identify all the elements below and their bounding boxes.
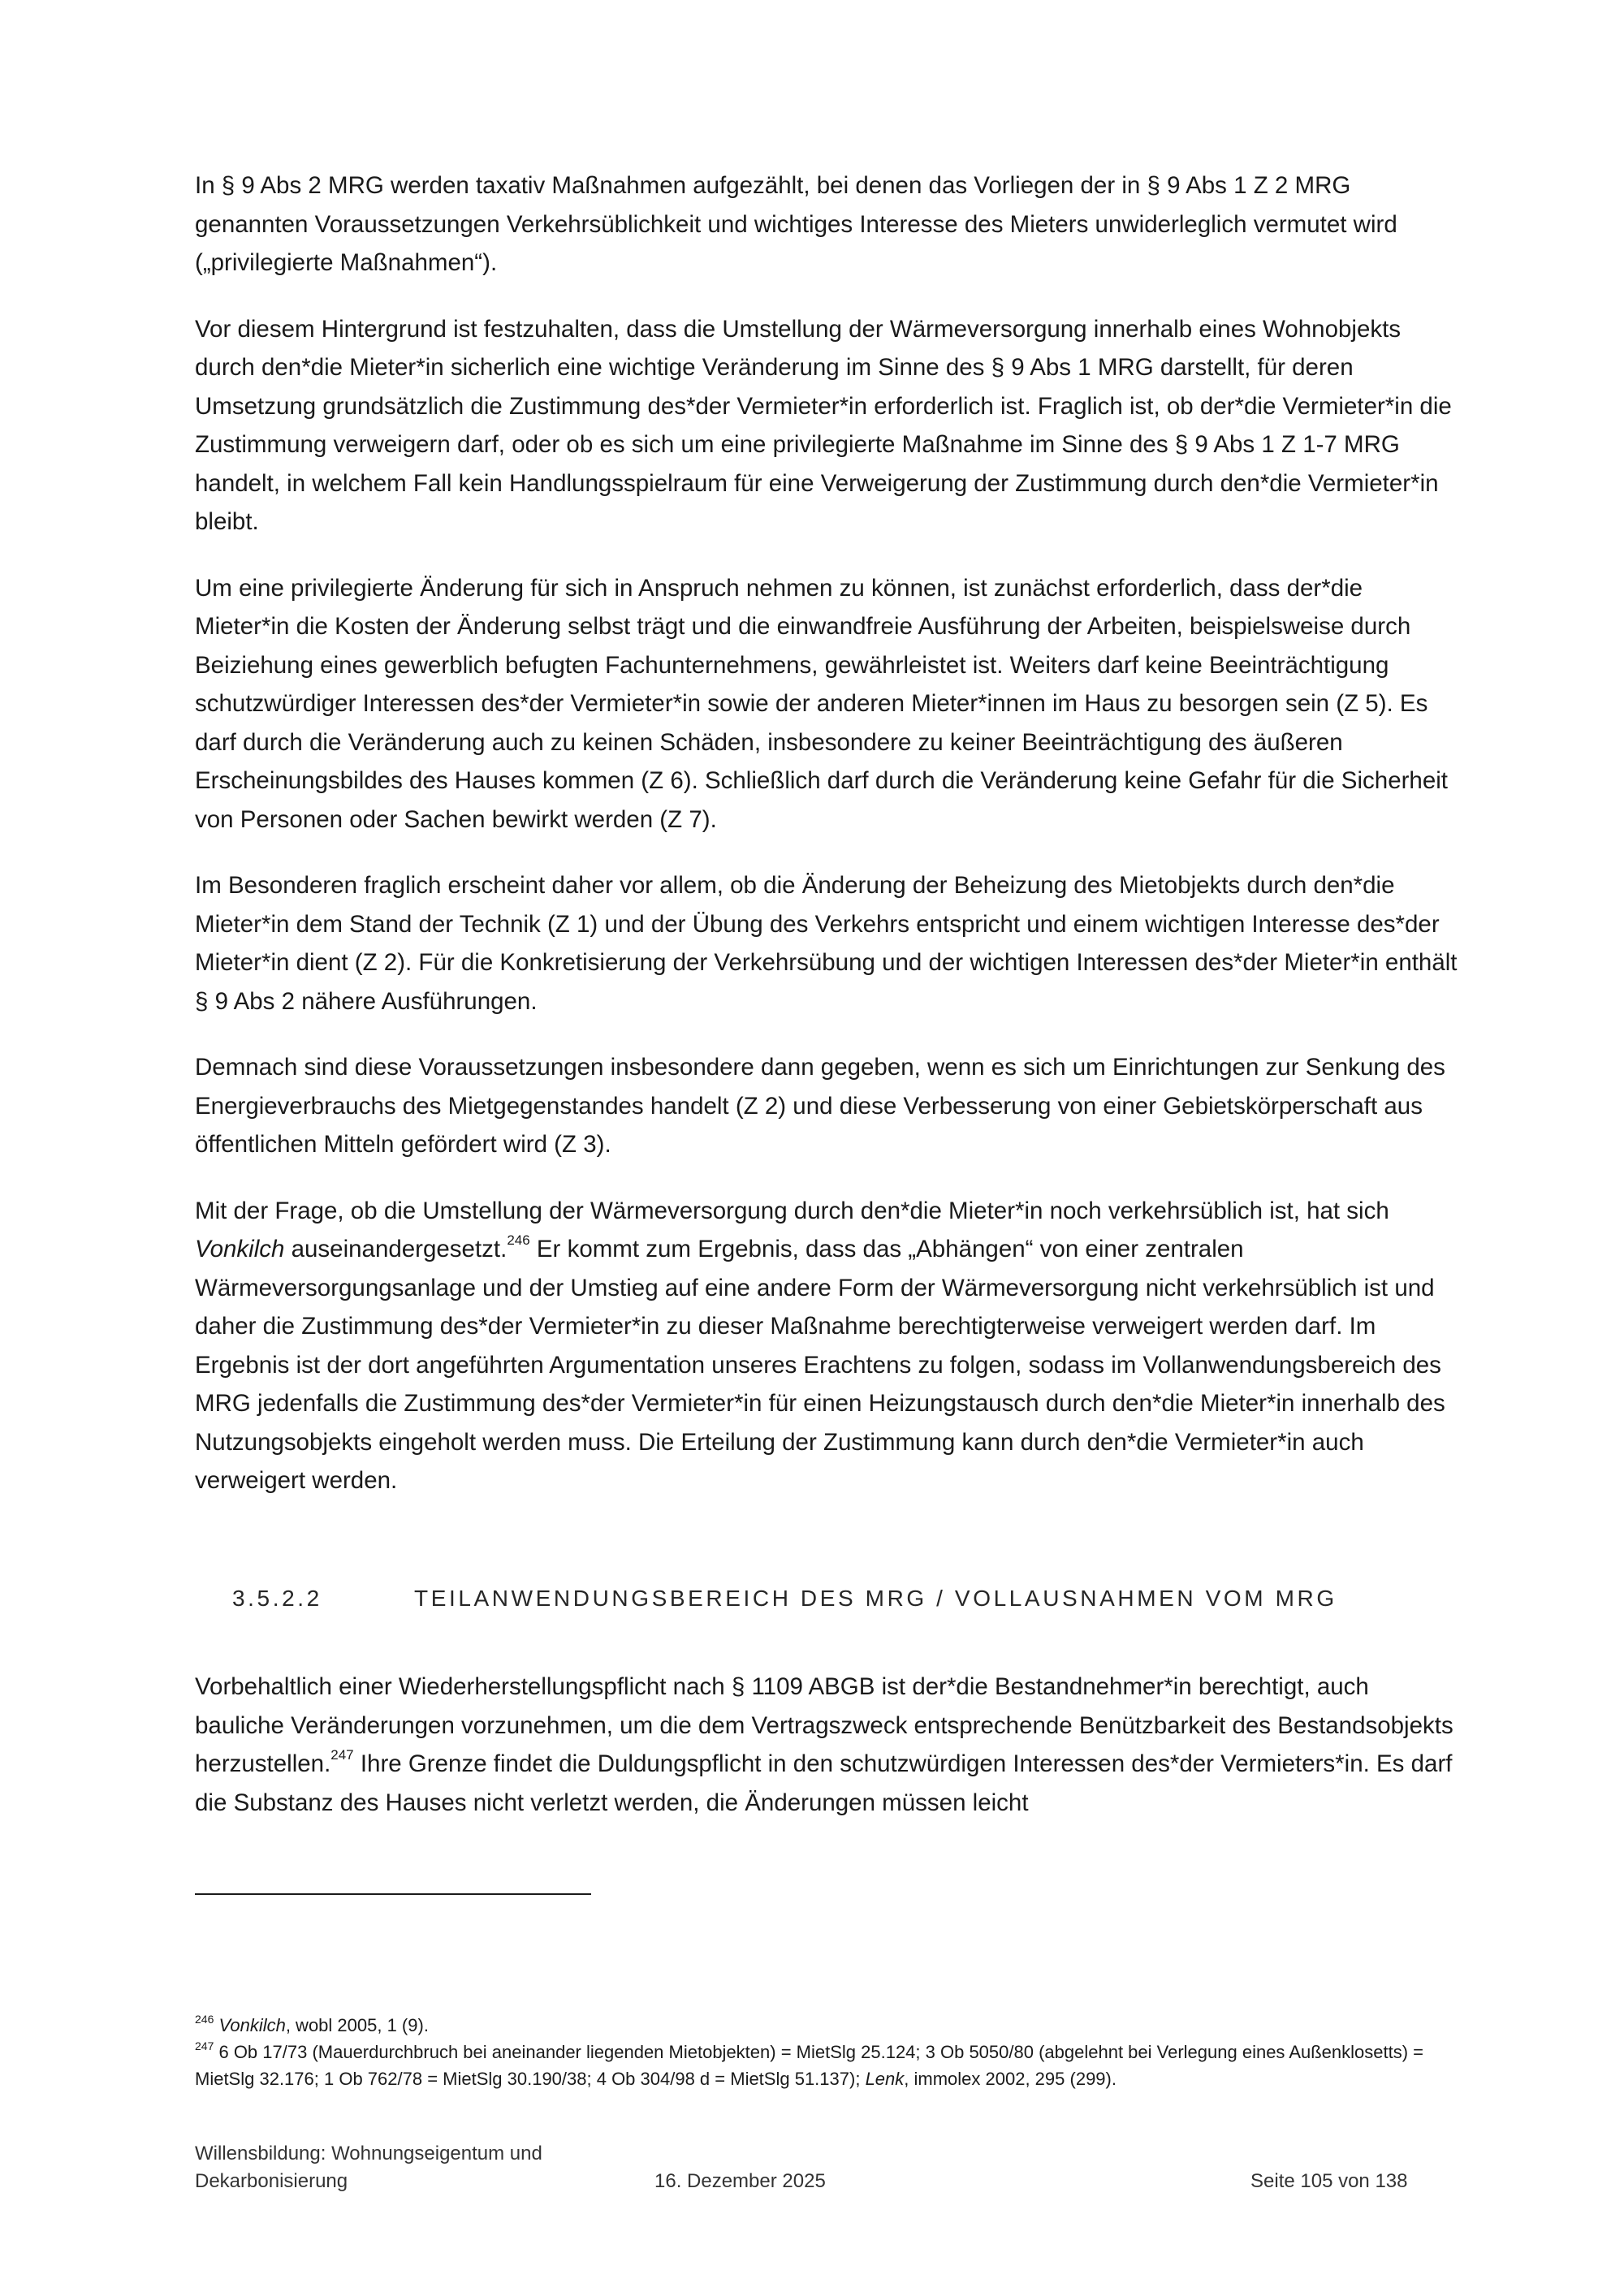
author-name: Vonkilch: [218, 2015, 286, 2035]
text-run: auseinandergesetzt.: [284, 1236, 508, 1262]
section-title: TEILANWENDUNGSBEREICH DES MRG / VOLLAUSNAHMEN VOM MRG: [414, 1586, 1337, 1611]
footnote: [195, 2039, 1462, 2092]
paragraph: Um eine privilegierte Änderung für sich in Anspruch nehmen zu können, ist zunächst erforderlich, dass der*die Mieter*in die Kosten der Änderung selbst trägt und die einwandfreie Ausführung der Arbeiten, beispielsweise durch Beiziehung eines gewerblich befugten Fachunternehmens, gewährleistet ist. Weiters darf keine Beeinträchtigung schutzwürdiger Interessen des*der Vermieter*in sowie der anderen Mieter*innen im Haus zu besorgen sein (Z 5). Es darf durch die Veränderung auch zu keinen Schäden, insbesondere zu keiner Beeinträchtigung des äußeren Erscheinungsbildes des Hauses kommen (Z 6). Schließlich darf durch die Veränderung keine Gefahr für die Sicherheit von Personen oder Sachen bewirkt werden (Z 7).: [195, 574, 1448, 833]
paragraph: Vor diesem Hintergrund ist festzuhalten, dass die Umstellung der Wärmeversorgung innerhalb eines Wohnobjekts durch den*die Mieter*in sicherlich eine wichtige Veränderung im Sinne des § 9 Abs 1 MRG darstellt, für deren Umsetzung grundsätzlich die Zustimmung des*der Vermieter*in erforderlich ist. Fraglich ist, ob der*die Vermieter*in die Zustimmung verweigern darf, oder ob es sich um eine privilegierte Maßnahme im Sinne des § 9 Abs 1 Z 1-7 MRG handelt, in welchem Fall kein Handlungsspielraum für eine Verweigerung der Zustimmung durch den*die Vermieter*in bleibt.: [195, 315, 1452, 535]
author-name: Lenk: [865, 2069, 905, 2089]
footnotes: [195, 2012, 1462, 2092]
footnote: [195, 2012, 1462, 2039]
footer-page-number: Seite 105 von 138: [1250, 2170, 1408, 2192]
paragraph: In § 9 Abs 2 MRG werden taxativ Maßnahmen aufgezählt, bei denen das Vorliegen der in § 9 Abs 1 Z 2 MRG genannten Voraussetzungen Verkehrsüblichkeit und wichtiges Interesse des Mieters unwiderleglich vermutet wird („privilegierte Maßnahmen“).: [195, 172, 1397, 276]
text-run: Mit der Frage, ob die Umstellung der Wärmeversorgung durch den*die Mieter*in noch verkehrsüblich ist, hat sich: [195, 1197, 1389, 1224]
footnote-number: 247: [195, 2039, 214, 2052]
footnote-text: , wobl 2005, 1 (9).: [285, 2015, 429, 2035]
footnote-text: , immolex 2002, 295 (299).: [904, 2069, 1116, 2089]
paragraph: Im Besonderen fraglich erscheint daher vor allem, ob die Änderung der Beheizung des Mietobjekts durch den*die Mieter*in dem Stand der Technik (Z 1) und der Übung des Verkehrs entspricht und einem wichtigen Interesse des*der Mieter*in dient (Z 2). Für die Konkretisierung der Verkehrsübung und der wichtigen Interessen des*der Mieter*in enthält § 9 Abs 2 nähere Ausführungen.: [195, 872, 1458, 1015]
author-name: Vonkilch: [195, 1236, 285, 1262]
section-heading: [232, 1586, 1450, 1612]
footer-date: 16. Dezember 2025: [654, 2170, 826, 2192]
body-text: [195, 166, 1458, 1528]
section-number: 3.5.2.2: [232, 1586, 322, 1611]
paragraph: Demnach sind diese Voraussetzungen insbesondere dann gegeben, wenn es sich um Einrichtungen zur Senkung des Energieverbrauchs des Mietgegenstandes handelt (Z 2) und diese Verbesserung von einer Gebietskörperschaft aus öffentlichen Mitteln gefördert wird (Z 3).: [195, 1054, 1445, 1158]
footnote-ref[interactable]: 247: [330, 1747, 354, 1763]
footnote-number: 246: [195, 2012, 214, 2026]
text-run: Er kommt zum Ergebnis, dass das „Abhängen“ von einer zentralen Wärmeversorgungsanlage und der Umstieg auf eine andere Form der Wärmeversorgung nicht verkehrsüblich ist und daher die Zustimmung des*der Vermieter*in zu dieser Maßnahme berechtigterweise verweigert werden darf. Im Ergebnis ist der dort angeführten Argumentation unseres Erachtens zu folgen, sodass im Vollanwendungsbereich des MRG jedenfalls die Zustimmung des*der Vermieter*in für einen Heizungstausch durch den*die Mieter*in innerhalb des Nutzungsobjekts eingeholt werden muss. Die Erteilung der Zustimmung kann durch den*die Vermieter*in auch verweigert werden.: [195, 1236, 1445, 1494]
footnote-ref[interactable]: 246: [507, 1232, 530, 1249]
footer-title: Willensbildung: Wohnungseigentum und Dekarbonisierung: [195, 2143, 542, 2192]
text-run: Ihre Grenze findet die Duldungspflicht in den schutzwürdigen Interessen des*der Vermieters*in. Es darf die Substanz des Hauses nicht verletzt werden, die Änderungen müssen leicht: [195, 1750, 1453, 1816]
paragraph: [195, 1668, 1458, 1822]
footnote-separator: [195, 1893, 591, 1895]
footnote-text: 6 Ob 17/73 (Mauerdurchbruch bei aneinander liegenden Mietobjekten) = MietSlg 25.124; 3 Ob 5050/80 (abgelehnt bei Verlegung eines Außenklosetts) = MietSlg 32.176; 1 Ob 762/78 = MietSlg 30.190/38; 4 Ob 304/98 d = MietSlg 51.137);: [195, 2042, 1424, 2089]
body-text-continued: [195, 1668, 1458, 1849]
text-run: Vorbehaltlich einer Wiederherstellungspflicht nach § 1109 ABGB ist der*die Bestandnehmer*in berechtigt, auch bauliche Veränderungen vorzunehmen, um die dem Vertragszweck entsprechende Benützbarkeit des Bestandsobjekts herzustellen.: [195, 1673, 1453, 1777]
paragraph: [195, 1192, 1458, 1500]
